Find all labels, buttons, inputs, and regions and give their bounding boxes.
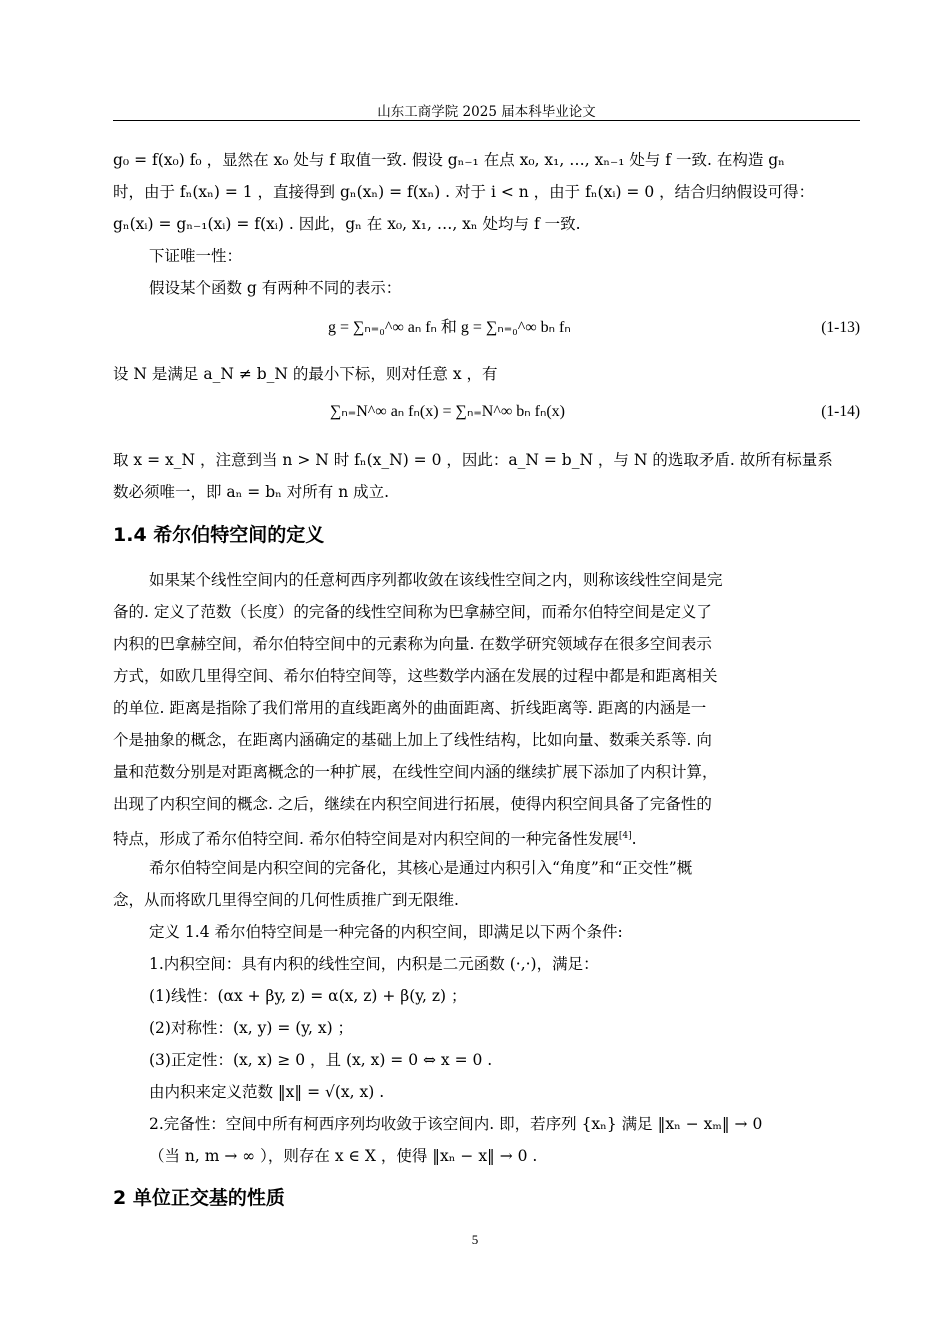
equation-number-1-13: (1-13) (821, 319, 860, 336)
equation-1-14: ∑ₙ₌N^∞ aₙ fₙ(x) = ∑ₙ₌N^∞ bₙ fₙ(x) (330, 403, 565, 420)
equation-number-1-14: (1-14) (821, 403, 860, 420)
running-header: 山东工商学院 2025 届本科毕业论文 (377, 104, 596, 120)
citation[interactable]: [4] (618, 831, 632, 841)
proof-line-1: g₀ = f(x₀) f₀ ，显然在 x₀ 处与 f 取值一致. 假设 gₙ₋₁ 在点 x₀, x₁, …, xₙ₋₁ 处与 f 一致. 在构造 gₙ (113, 151, 785, 169)
paragraph-line: 念，从而将欧几里得空间的几何性质推广到无限维. (113, 891, 459, 909)
paragraph-line: 备的. 定义了范数（长度）的完备的线性空间称为巴拿赫空间，而希尔伯特空间是定义了 (113, 603, 712, 621)
condition-2-cont: （当 n, m → ∞ ），则存在 x ∈ X ，使得 ‖xₙ − x‖ → 0 . (149, 1147, 538, 1165)
condition-2: 2.完备性：空间中所有柯西序列均收敛于该空间内. 即，若序列 {xₙ} 满足 ‖xₙ − xₘ‖ → 0 (149, 1115, 763, 1133)
header-rule (113, 120, 860, 121)
page-number: 5 (471, 1232, 479, 1247)
section-heading-1-4: 1.4 希尔伯特空间的定义 (113, 524, 325, 546)
proof-line-6: 设 N 是满足 a_N ≠ b_N 的最小下标，则对任意 x ，有 (113, 365, 498, 383)
paragraph-line: 的单位. 距离是指除了我们常用的直线距离外的曲面距离、折线距离等. 距离的内涵是一 (113, 699, 707, 717)
condition-positive-definite: (3)正定性：(x, x) ≥ 0 ，且 (x, x) = 0 ⇔ x = 0 . (149, 1051, 493, 1069)
proof-line-4: 下证唯一性： (149, 247, 243, 265)
paragraph-line: 方式，如欧几里得空间、希尔伯特空间等，这些数学内涵在发展的过程中都是和距离相关 (113, 667, 718, 685)
paragraph-last-line (113, 826, 637, 849)
paragraph-line: 出现了内积空间的概念. 之后，继续在内积空间进行拓展，使得内积空间具备了完备性的 (113, 795, 712, 813)
period: . (631, 830, 637, 849)
definition-1-4: 定义 1.4 希尔伯特空间是一种完备的内积空间，即满足以下两个条件: (149, 923, 623, 941)
paragraph-line: 个是抽象的概念，在距离内涵确定的基础上加上了线性结构，比如向量、数乘关系等. 向 (113, 731, 712, 749)
equation-1-13: g = ∑ₙ₌₀^∞ aₙ fₙ 和 g = ∑ₙ₌₀^∞ bₙ fₙ (328, 319, 571, 336)
section-heading-2: 2 单位正交基的性质 (113, 1187, 285, 1209)
proof-line-8: 数必须唯一，即 aₙ = bₙ 对所有 n 成立. (113, 483, 390, 501)
condition-linearity: (1)线性：(αx + βy, z) = α(x, z) + β(y, z) ； (149, 987, 467, 1005)
paragraph-line: 内积的巴拿赫空间，希尔伯特空间中的元素称为向量. 在数学研究领域存在很多空间表示 (113, 635, 712, 653)
condition-1: 1.内积空间：具有内积的线性空间，内积是二元函数 (·,·)，满足： (149, 955, 599, 973)
proof-line-7: 取 x = x_N ，注意到当 n > N 时 fₙ(x_N) = 0 ，因此：a_N = b_N ，与 N 的选取矛盾. 故所有标量系 (113, 451, 833, 469)
paragraph-line: 如果某个线性空间内的任意柯西序列都收敛在该线性空间之内，则称该线性空间是完 (149, 571, 723, 589)
proof-line-2: 时，由于 fₙ(xₙ) = 1 ，直接得到 gₙ(xₙ) = f(xₙ) . 对于 i < n ，由于 fₙ(xᵢ) = 0 ，结合归纳假设可得： (113, 183, 815, 201)
paragraph-text: 特点，形成了希尔伯特空间. 希尔伯特空间是对内积空间的一种完备性发展 (113, 830, 619, 849)
proof-line-3: gₙ(xᵢ) = gₙ₋₁(xᵢ) = f(xᵢ) . 因此，gₙ 在 x₀, x₁, …, xₙ 处均与 f 一致. (113, 215, 581, 233)
paragraph-line: 希尔伯特空间是内积空间的完备化，其核心是通过内积引入“角度”和“正交性”概 (149, 859, 693, 877)
proof-line-5: 假设某个函数 g 有两种不同的表示： (149, 279, 402, 297)
norm-definition: 由内积来定义范数 ‖x‖ = √(x, x) . (149, 1083, 385, 1101)
paragraph-line: 量和范数分别是对距离概念的一种扩展，在线性空间内涵的继续扩展下添加了内积计算， (113, 763, 718, 781)
condition-symmetry: (2)对称性：(x, y) = (y, x) ； (149, 1019, 354, 1037)
